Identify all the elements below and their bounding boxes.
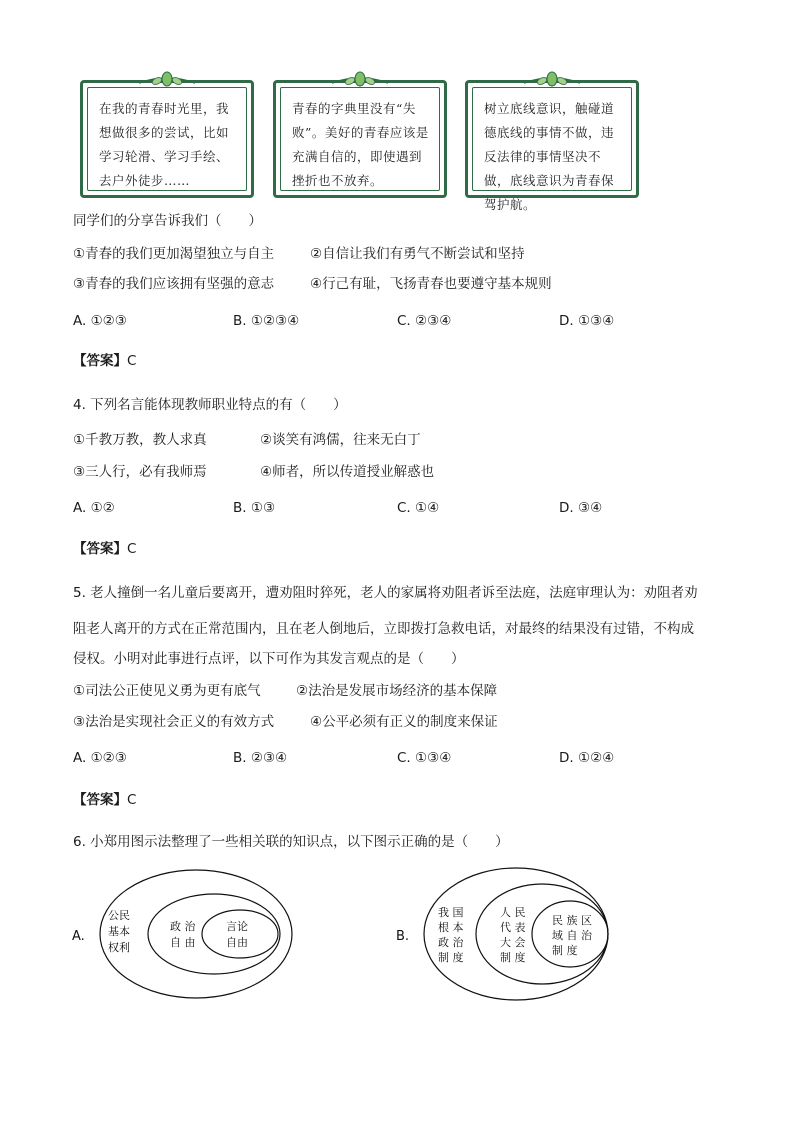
- quote-card-2: [273, 80, 447, 198]
- leaf-decoration-icon: [328, 69, 392, 91]
- diagram-a-middle-label: 自 由: [170, 936, 196, 949]
- q5-option-b: B. ②③④: [233, 750, 288, 766]
- diagram-b-middle-label: 制 度: [500, 951, 526, 964]
- answer-value: C: [127, 792, 137, 808]
- diagram-b-middle-label: 大 会: [500, 936, 526, 949]
- q3-stem: 同学们的分享告诉我们（ ）: [73, 213, 262, 229]
- quote-card-text: 树立底线意识，触碰道德底线的事情不做，违反法律的事情坚决不做，底线意识为青春保驾护航。: [484, 101, 615, 212]
- diagram-b-middle-label: 人 民: [500, 906, 526, 919]
- q5-stem-line-2: 阻老人离开的方式在正常范围内，且在老人倒地后，立即拨打急救电话，对最终的结果没有过错，不构成: [73, 621, 694, 637]
- diagram-b: [392, 864, 622, 1004]
- q5-stem-line-3: 侵权。小明对此事进行点评，以下可作为其发言观点的是（ ）: [73, 651, 465, 667]
- answer-value: C: [127, 353, 137, 369]
- q3-statement-2: ②自信让我们有勇气不断尝试和坚持: [310, 246, 525, 262]
- q5-option-d: D. ①②④: [559, 750, 615, 766]
- q3-statement-3: ③青春的我们应该拥有坚强的意志: [73, 276, 275, 292]
- diagram-b-inner-label: 制 度: [552, 944, 578, 957]
- q4-statement-4: ④师者，所以传道授业解惑也: [260, 464, 435, 480]
- q4-option-a: A. ①②: [73, 500, 115, 516]
- q3-statement-1: ①青春的我们更加渴望独立与自主: [73, 246, 275, 262]
- answer-label: 【答案】: [73, 353, 127, 369]
- q4-answer: [73, 540, 136, 558]
- q5-statement-2: ②法治是发展市场经济的基本保障: [296, 683, 498, 699]
- diagram-a-inner-label: 自由: [226, 936, 248, 949]
- answer-label: 【答案】: [73, 792, 127, 808]
- q5-stem-line-1: 5. 老人撞倒一名儿童后要离开，遭劝阻时猝死，老人的家属将劝阻者诉至法庭，法庭审理认为：劝阻者劝: [73, 585, 698, 601]
- diagram-b-outer-label: 我 国: [438, 906, 464, 919]
- q4-option-c: C. ①④: [397, 500, 440, 516]
- diagram-a: [64, 864, 294, 1004]
- q4-option-d: D. ③④: [559, 500, 603, 516]
- diagram-b-letter: B.: [396, 929, 410, 944]
- q3-option-d: D. ①③④: [559, 313, 615, 329]
- quote-card-3: [465, 80, 639, 212]
- diagram-b-inner-label: 域 自 治: [552, 929, 592, 942]
- diagram-a-middle-circle: [148, 894, 280, 974]
- q3-option-c: C. ②③④: [397, 313, 452, 329]
- leaf-decoration-icon: [520, 69, 584, 91]
- diagram-b-outer-label: 制 度: [438, 951, 464, 964]
- quote-card-1: [80, 80, 254, 198]
- q3-option-b: B. ①②③④: [233, 313, 300, 329]
- diagram-a-inner-label: 言论: [226, 920, 248, 933]
- quote-card-text: 青春的字典里没有“失败”。美好的青春应该是充满自信的，即使遇到挫折也不放弃。: [292, 101, 429, 188]
- q3-answer: [73, 352, 136, 370]
- diagram-a-outer-label: 权利: [108, 941, 130, 954]
- q6-stem: 6. 小郑用图示法整理了一些相关联的知识点，以下图示正确的是（ ）: [73, 834, 509, 850]
- q5-statement-1: ①司法公正使见义勇为更有底气: [73, 683, 261, 699]
- q5-statement-4: ④公平必须有正义的制度来保证: [310, 714, 498, 730]
- q4-statement-3: ③三人行，必有我师焉: [73, 464, 207, 480]
- leaf-decoration-icon: [135, 69, 199, 91]
- diagram-b-middle-label: 代 表: [500, 921, 526, 934]
- diagram-b-outer-label: 根 本: [438, 921, 464, 934]
- diagram-a-middle-label: 政 治: [170, 920, 196, 933]
- q3-statement-4: ④行己有耻，飞扬青春也要遵守基本规则: [310, 276, 552, 292]
- q3-option-a: A. ①②③: [73, 313, 127, 329]
- quote-card-text: 在我的青春时光里，我想做很多的尝试，比如学习轮滑、学习手绘、去户外徒步……: [99, 101, 230, 188]
- q4-statement-2: ②谈笑有鸿儒，往来无白丁: [260, 432, 421, 448]
- q4-statement-1: ①千教万教，教人求真: [73, 432, 207, 448]
- q4-stem: 4. 下列名言能体现教师职业特点的有（ ）: [73, 397, 347, 413]
- diagram-a-letter: A.: [72, 929, 85, 944]
- diagram-b-outer-label: 政 治: [438, 936, 464, 949]
- diagram-a-inner-circle: [202, 910, 278, 958]
- diagram-a-outer-label: 基本: [108, 925, 130, 938]
- answer-label: 【答案】: [73, 541, 127, 557]
- q5-statement-3: ③法治是实现社会正义的有效方式: [73, 714, 275, 730]
- answer-value: C: [127, 541, 137, 557]
- q5-answer: [73, 791, 136, 809]
- diagram-a-outer-label: 公民: [108, 909, 130, 922]
- q5-option-a: A. ①②③: [73, 750, 127, 766]
- q5-option-c: C. ①③④: [397, 750, 452, 766]
- diagram-b-inner-label: 民 族 区: [552, 914, 592, 927]
- q4-option-b: B. ①③: [233, 500, 276, 516]
